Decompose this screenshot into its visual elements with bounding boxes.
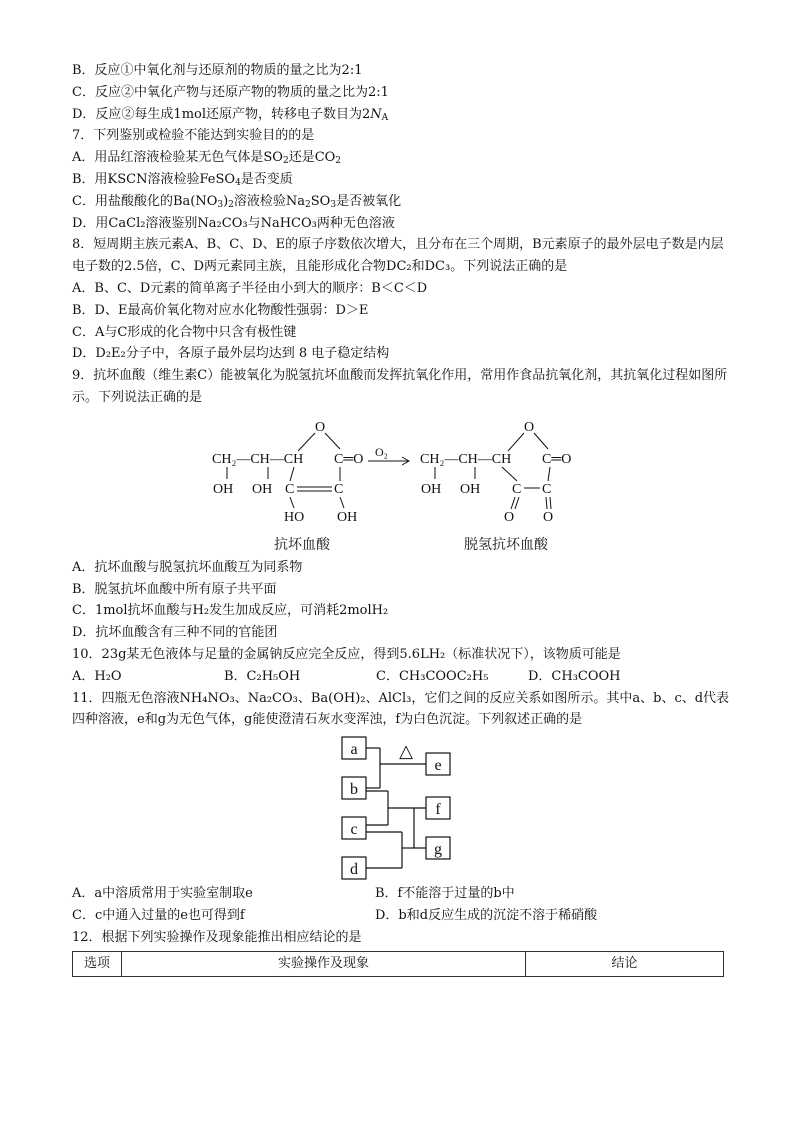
- q9-option-c: C．1mol抗坏血酸与H₂发生加成反应，可消耗2molH₂: [72, 603, 389, 619]
- q10-option-b: B．C₂H₅OH: [224, 668, 301, 684]
- node-f: f: [435, 801, 441, 819]
- q6-option-d: D．反应②每生成1mol还原产物，转移电子数目为$2N_A$: [72, 106, 389, 123]
- q8-option-b: B．D、E最高价氧化物对应水化物酸性强弱：D＞E: [72, 302, 369, 318]
- node-d: d: [350, 861, 358, 879]
- heat-symbol: △: [399, 741, 413, 762]
- right-chain-text: CH₂—CH—CH: [420, 451, 512, 467]
- q11-option-a: A．a中溶质常用于实验室制取e: [72, 886, 253, 902]
- q10-stem: 10．23g某无色液体与足量的金属钠反应完全反应，得到5.6LH₂（标准状况下），该物质可能是: [72, 646, 621, 662]
- q8-option-d: D．D₂E₂分子中，各原子最外层均达到 8 电子稳定结构: [72, 346, 390, 362]
- q12-stem: 12．根据下列实验操作及现象能推出相应结论的是: [72, 929, 362, 945]
- q9-option-b: B．脱氢抗坏血酸中所有原子共平面: [72, 581, 277, 597]
- col-option-header: 选项: [73, 951, 122, 976]
- q10-option-a: A．H₂O: [72, 668, 122, 684]
- left-carbonyl: C═O: [334, 451, 364, 467]
- col-conclusion-header: 结论: [526, 951, 724, 976]
- left-oh-2: OH: [252, 481, 273, 497]
- q8-option-a: A．B、C、D元素的简单离子半径由小到大的顺序：B＜C＜D: [72, 280, 428, 296]
- q10-option-c: C．CH₃COOC₂H₅: [376, 668, 489, 684]
- right-label: 脱氢抗坏血酸: [464, 537, 548, 553]
- reaction-diagram: [72, 411, 732, 555]
- node-a: a: [350, 741, 358, 759]
- q9-option-a: A．抗坏血酸与脱氢抗坏血酸互为同系物: [72, 559, 303, 575]
- left-c-1: C: [285, 481, 295, 497]
- right-c-2: C: [542, 481, 552, 497]
- left-ring-oxygen: O: [315, 419, 326, 435]
- q11-options-row1: [72, 883, 732, 905]
- exam-page: [72, 60, 732, 977]
- q8-stem: 8．短周期主族元素A、B、C、D、E的原子序数依次增大，且分布在三个周期，B元素原子的最外层电子数是内层电子数的2.5倍，C、D两元素同主族，且能形成化合物DC₂和DC₃。下列说法正确的是: [72, 237, 724, 275]
- node-e: e: [434, 757, 442, 775]
- q7-option-d: D．用CaCl₂溶液鉴别Na₂CO₃与NaHCO₃两种无色溶液: [72, 215, 395, 231]
- left-ho: HO: [284, 509, 305, 525]
- col-operation-header: 实验操作及现象: [122, 951, 526, 976]
- right-o-1: O: [504, 509, 515, 525]
- q7-option-c: C．用盐酸酸化的$Ba(NO_3)_2$溶液检验$Na_2SO_3$是否被氧化: [72, 193, 402, 210]
- q10-options: [72, 666, 732, 688]
- left-oh-1: OH: [213, 481, 234, 497]
- q11-stem: 11．四瓶无色溶液NH₄NO₃、Na₂CO₃、Ba(OH)₂、AlCl₃，它们之间的反应关系如图所示。其中a、b、c、d代表四种溶液，e和g为无色气体，g能使澄清石灰水变浑浊，f为白色沉淀。下列叙述正确的是: [72, 690, 730, 728]
- right-ring-oxygen: O: [524, 419, 535, 435]
- left-label: 抗坏血酸: [274, 537, 330, 553]
- right-o-2: O: [543, 509, 554, 525]
- q11-option-b: B．f不能溶于过量的b中: [375, 886, 515, 902]
- q9-option-d: D．抗坏血酸含有三种不同的官能团: [72, 625, 278, 641]
- q11-option-d: D．b和d反应生成的沉淀不溶于稀硝酸: [375, 907, 598, 923]
- reagent-label: O₂: [375, 444, 388, 459]
- right-oh-1: OH: [421, 481, 442, 497]
- node-b: b: [350, 781, 358, 799]
- q11-options-row2: [72, 905, 732, 927]
- q7-stem: 7．下列鉴别或检验不能达到实验目的的是: [72, 128, 315, 144]
- node-g: g: [434, 841, 442, 859]
- q6-option-b: B．反应①中氧化剂与还原剂的物质的量之比为2:1: [72, 63, 363, 78]
- table-header-row: [73, 951, 724, 976]
- right-oh-2: OH: [460, 481, 481, 497]
- vitamin-c-oxidation-figure: [72, 411, 732, 555]
- q9-stem: 9．抗坏血酸（维生素C）能被氧化为脱氢抗坏血酸而发挥抗氧化作用，常用作食品抗氧化剂，其抗氧化过程如图所示。下列说法正确的是: [72, 368, 728, 405]
- right-carbonyl: C═O: [542, 451, 572, 467]
- q6-option-c: C．反应②中氧化产物与还原产物的物质的量之比为2:1: [72, 84, 389, 100]
- node-c: c: [350, 821, 358, 839]
- q12-table: [72, 951, 724, 977]
- q8-option-c: C．A与C形成的化合物中只含有极性键: [72, 324, 297, 340]
- q11-option-c: C．c中通入过量的e也可得到f: [72, 907, 245, 923]
- q7-option-b: B．用KSCN溶液检验FeSO$_4$是否变质: [72, 171, 293, 188]
- left-chain-text: CH₂—CH—CH: [212, 451, 304, 467]
- q7-option-a: A．用品红溶液检验某无色气体是$SO_2$还是$CO_2$: [72, 150, 342, 167]
- left-c-2: C: [334, 481, 344, 497]
- reaction-relation-figure: [72, 735, 732, 881]
- q10-option-d: D．CH₃COOH: [528, 668, 621, 684]
- left-oh-3: OH: [337, 509, 358, 525]
- right-c-1: C: [512, 481, 522, 497]
- relation-diagram: [72, 735, 732, 881]
